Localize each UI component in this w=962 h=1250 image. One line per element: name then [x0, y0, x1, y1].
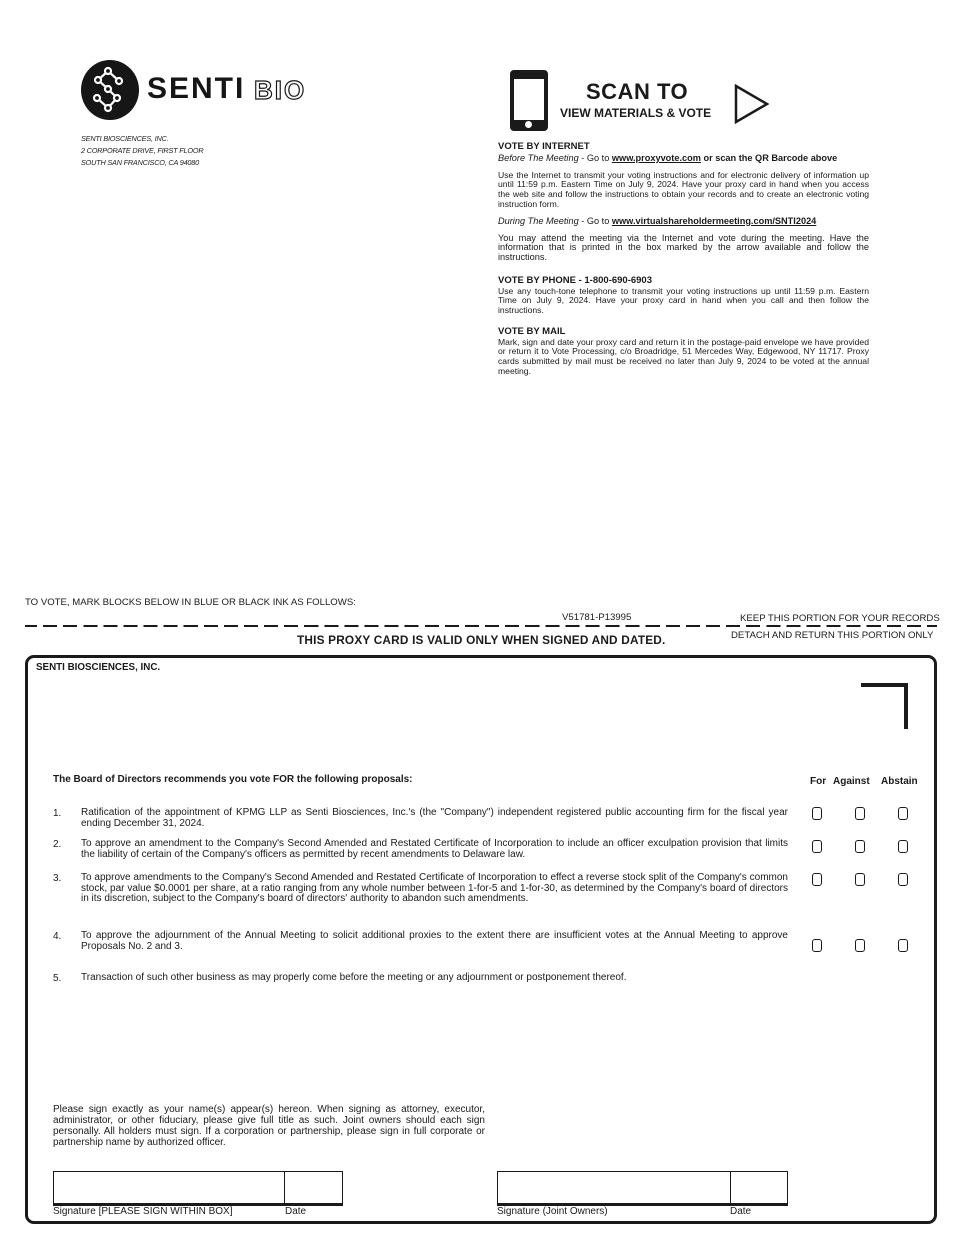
mail-body: Mark, sign and date your proxy card and return it in the postage-paid envelope we have provided or return it to Vote Processing, c/o Broadridge, 51 Mercedes Way, Edgewood, NY 11717. Proxy cards submitted by mail must be received no later than July 9, 2024 to be voted at the annual meeting.	[498, 336, 869, 376]
address-line: 2 CORPORATE DRIVE, FIRST FLOOR	[81, 146, 204, 155]
joint-signature-label: Signature (Joint Owners)	[497, 1206, 608, 1217]
signature-box[interactable]	[53, 1171, 286, 1206]
vote-phone-heading: VOTE BY PHONE - 1-800-690-6903	[498, 275, 653, 286]
proposal-number: 1.	[53, 808, 62, 819]
column-against: Against	[833, 776, 870, 787]
address-line: SOUTH SAN FRANCISCO, CA 94080	[81, 158, 200, 167]
proposal-4-abstain-checkbox[interactable]	[898, 939, 908, 952]
control-number: V51781-P13995	[562, 612, 632, 623]
proposal-2-abstain-checkbox[interactable]	[898, 840, 908, 853]
proposal-3-for-checkbox[interactable]	[812, 873, 822, 886]
virtual-meeting-link[interactable]: www.virtualshareholdermeeting.com/SNTI2024	[611, 215, 817, 226]
board-recommendation: The Board of Directors recommends you vote FOR the following proposals:	[53, 774, 413, 785]
address-window-corner-mark	[861, 683, 908, 687]
logo-wordmark-senti: SENTI	[147, 72, 246, 105]
proposal-3-against-checkbox[interactable]	[855, 873, 865, 886]
proposal-2-against-checkbox[interactable]	[855, 840, 865, 853]
address-window-corner-mark	[904, 683, 908, 729]
internet-body: Use the Internet to transmit your voting instructions and for electronic delivery of information up until 11:59 p.m. Eastern Time on July 9, 2024. Have your proxy card in hand when you access the web site and follow the instructions to obtain your records and to create an electronic voting instruction form.	[498, 169, 869, 209]
proposal-number: 2.	[53, 839, 62, 850]
proxyvote-link[interactable]: www.proxyvote.com	[611, 152, 701, 163]
detach-portion-label: DETACH AND RETURN THIS PORTION ONLY	[731, 630, 934, 641]
proposal-1-abstain-checkbox[interactable]	[898, 807, 908, 820]
proposal-text: Transaction of such other business as may properly come before the meeting or any adjournment or postponement thereof.	[81, 972, 627, 983]
phone-body: Use any touch-tone telephone to transmit your voting instructions up until 11:59 p.m. Eastern Time on July 9, 2024. Have your proxy card in hand when you call and then follow the instructions.	[498, 285, 869, 316]
date-box[interactable]	[284, 1171, 343, 1206]
s-network-icon	[81, 60, 139, 120]
before-suffix: or scan the QR Barcode above	[700, 152, 838, 163]
joint-signature-box[interactable]	[497, 1171, 732, 1206]
proposal-number: 3.	[53, 873, 62, 884]
scan-title: SCAN TO	[586, 79, 689, 104]
company-address	[81, 133, 203, 169]
joint-date-box[interactable]	[730, 1171, 788, 1206]
vote-by-internet-section	[498, 142, 869, 263]
proposal-text: To approve the adjournment of the Annual Meeting to solicit additional proxies to the extent there are insufficient votes at the Annual Meeting to approve Proposals No. 2 and 3.	[81, 930, 788, 952]
proposal-number: 5.	[53, 973, 62, 984]
proposal-1-for-checkbox[interactable]	[812, 807, 822, 820]
during-body: You may attend the meeting via the Internet and vote during the meeting. Have the information that is printed in the box marked by the arrow available and follow the instructions.	[498, 232, 869, 263]
before-meeting-line	[498, 153, 869, 164]
during-meeting-label: During The Meeting	[498, 215, 579, 226]
valid-notice: THIS PROXY CARD IS VALID ONLY WHEN SIGNED AND DATED.	[297, 633, 666, 647]
scan-subtitle: VIEW MATERIALS & VOTE	[560, 106, 712, 120]
proposal-text: To approve amendments to the Company's Second Amended and Restated Certificate of Incorporation to effect a reverse stock split of the Company's common stock, par value $0.0001 per share, at a ratio ranging from any whole number between 1-for-5 and 1-for-30, as determined by the Company's board of directors in its discretion, subject to the Company's board of directors' authority to abandon such amendments.	[81, 872, 788, 904]
during-meeting-line	[498, 216, 869, 227]
keep-portion-label: KEEP THIS PORTION FOR YOUR RECORDS	[740, 613, 940, 624]
phone-home-button	[525, 121, 532, 128]
play-arrow-icon	[734, 84, 770, 124]
senti-bio-logo-mark	[81, 60, 139, 120]
card-company-name: SENTI BIOSCIENCES, INC.	[36, 662, 161, 673]
detach-line	[25, 625, 937, 627]
before-meeting-label: Before The Meeting	[498, 152, 579, 163]
date-label: Date	[285, 1206, 307, 1217]
during-prefix: - Go to	[578, 215, 612, 226]
proposal-number: 4.	[53, 931, 62, 942]
before-prefix: - Go to	[578, 152, 612, 163]
proposal-3-abstain-checkbox[interactable]	[898, 873, 908, 886]
proposal-text: Ratification of the appointment of KPMG LLP as Senti Biosciences, Inc.'s (the "Company") independent registered public accounting firm for the fiscal year ending December 31, 2024.	[81, 807, 788, 829]
mark-instructions: TO VOTE, MARK BLOCKS BELOW IN BLUE OR BLACK INK AS FOLLOWS:	[25, 597, 356, 608]
proposal-1-against-checkbox[interactable]	[855, 807, 865, 820]
vote-mail-heading: VOTE BY MAIL	[498, 326, 566, 337]
vote-internet-heading: VOTE BY INTERNET	[498, 141, 590, 152]
column-for: For	[810, 776, 827, 787]
proposal-4-for-checkbox[interactable]	[812, 939, 822, 952]
vote-by-mail-section	[498, 327, 869, 377]
signing-instructions: Please sign exactly as your name(s) appear(s) hereon. When signing as attorney, executor, administrator, or other fiduciary, please give full title as such. Joint owners should each sign personally. All holders must sign. If a corporation or partnership, please sign in full corporate or partnership name by authorized officer.	[53, 1104, 485, 1148]
signature-label: Signature [PLEASE SIGN WITHIN BOX]	[53, 1206, 233, 1217]
logo-wordmark-bio: BIO	[254, 75, 307, 105]
proposal-4-against-checkbox[interactable]	[855, 939, 865, 952]
proposal-2-for-checkbox[interactable]	[812, 840, 822, 853]
column-abstain: Abstain	[881, 776, 918, 787]
vote-by-phone-section	[498, 276, 869, 316]
joint-date-label: Date	[730, 1206, 752, 1217]
proposal-text: To approve an amendment to the Company's Second Amended and Restated Certificate of Incorporation to include an officer exculpation provision that limits the liability of certain of the Company's officers as permitted by recent amendments to Delaware law.	[81, 838, 788, 860]
address-line: SENTI BIOSCIENCES, INC.	[81, 134, 169, 143]
